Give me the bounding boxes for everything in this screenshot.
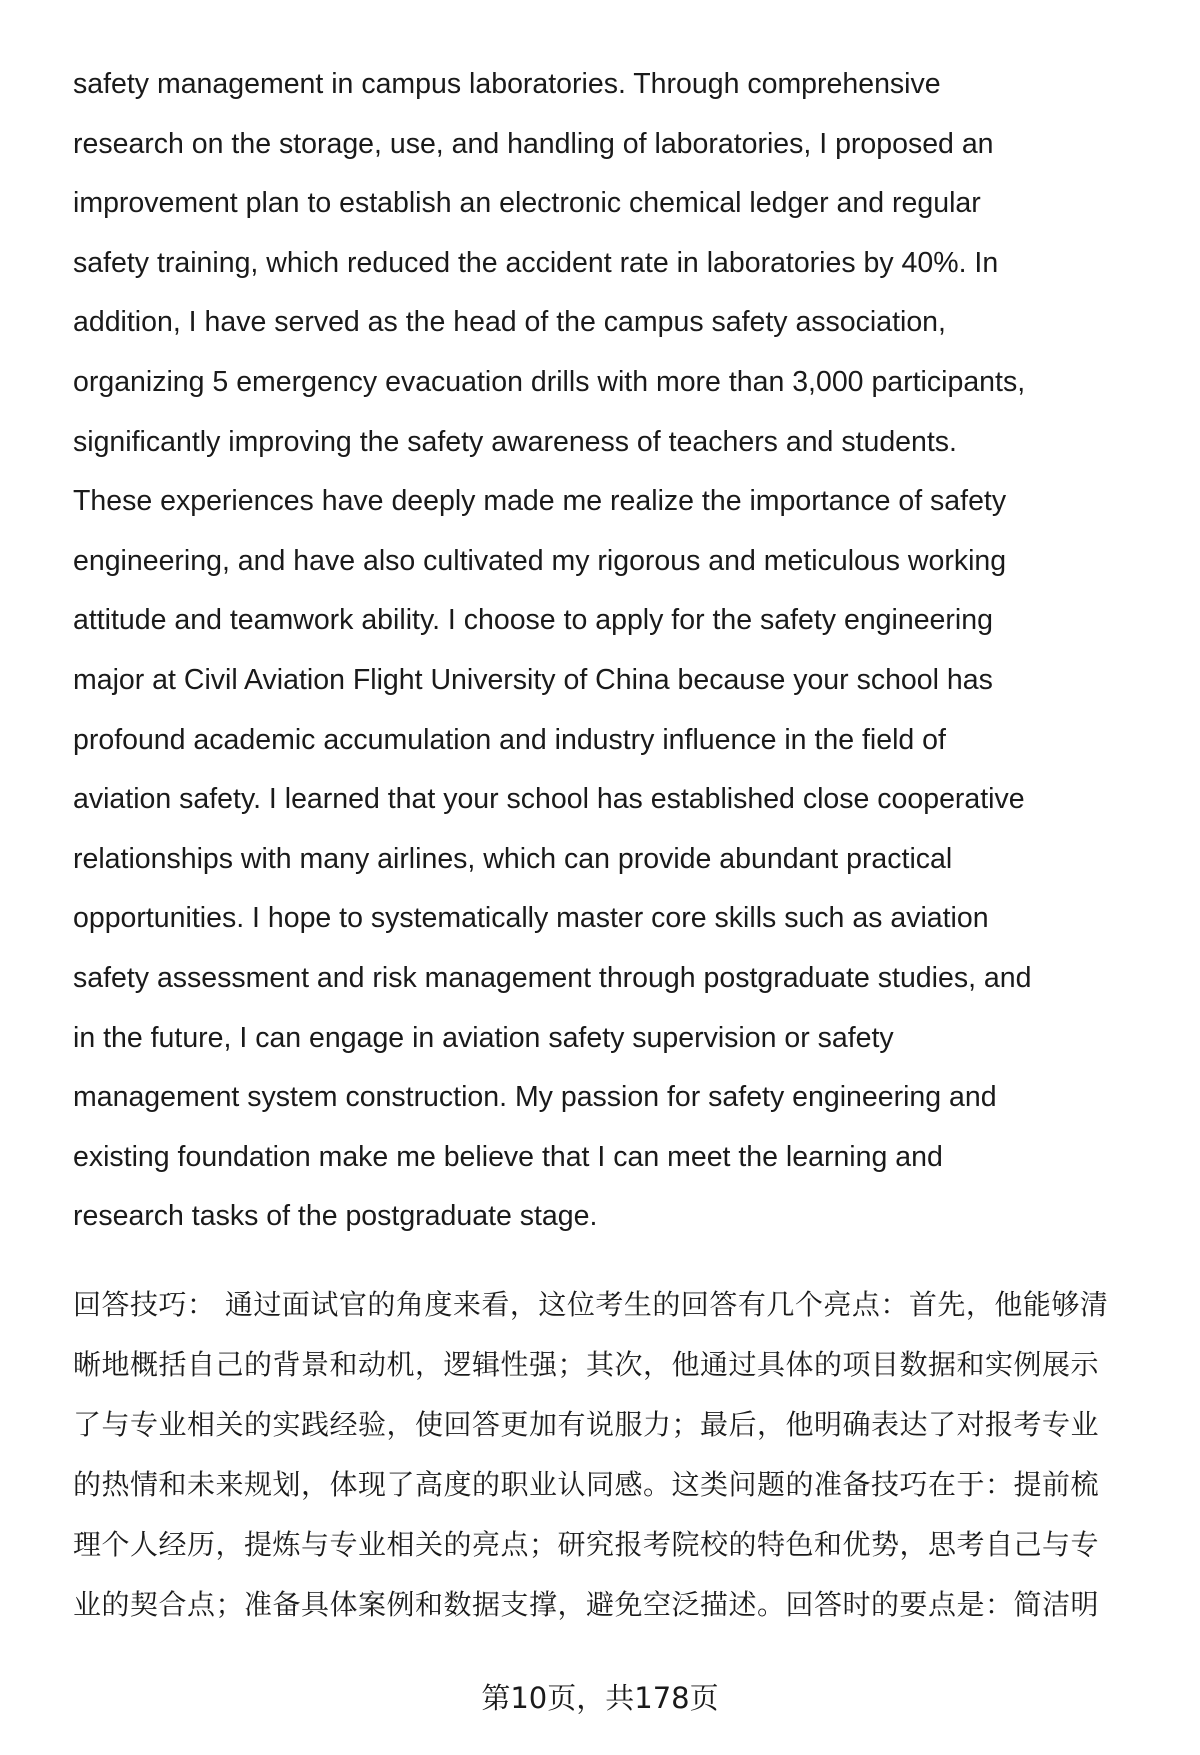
text-line: existing foundation make me believe that I can meet the learning and: [73, 1140, 943, 1173]
text-line: opportunities. I hope to systematically master core skills such as aviation: [73, 902, 989, 935]
text-line: in the future, I can engage in aviation safety supervision or safety: [73, 1021, 894, 1054]
answer-tips-paragraph: [73, 1285, 1108, 1645]
text-line: significantly improving the safety awareness of teachers and students.: [73, 425, 957, 458]
text-line: 理个人经历，提炼与专业相关的亮点；研究报考院校的特色和优势，思考自己与专: [73, 1528, 1100, 1561]
text-line: organizing 5 emergency evacuation drills with more than 3,000 participants,: [73, 365, 1026, 398]
text-line: safety management in campus laboratories. Through comprehensive: [73, 68, 941, 100]
text-line: aviation safety. I learned that your school has established close cooperative: [73, 783, 1025, 816]
text-line: research on the storage, use, and handling of laboratories, I proposed an: [73, 127, 994, 160]
page-number: 第10页，共178页: [481, 1681, 719, 1715]
text-line: 业的契合点；准备具体案例和数据支撑，避免空泛描述。回答时的要点是：简洁明: [73, 1588, 1100, 1621]
text-line: research tasks of the postgraduate stage.: [73, 1200, 598, 1233]
english-answer-paragraph: [73, 64, 1031, 1256]
text-line: profound academic accumulation and industry influence in the field of: [73, 723, 946, 756]
text-line: 回答技巧： 通过面试官的角度来看，这位考生的回答有几个亮点：首先，他能够清: [73, 1288, 1109, 1321]
text-line: safety training, which reduced the accident rate in laboratories by 40%. In: [73, 246, 999, 279]
text-line: major at Civil Aviation Flight University of China because your school has: [73, 663, 993, 696]
text-line: relationships with many airlines, which can provide abundant practical: [73, 842, 953, 875]
text-line: safety assessment and risk management through postgraduate studies, and: [73, 961, 1032, 994]
text-line: improvement plan to establish an electronic chemical ledger and regular: [73, 187, 981, 220]
text-line: attitude and teamwork ability. I choose to apply for the safety engineering: [73, 604, 993, 637]
text-line: engineering, and have also cultivated my rigorous and meticulous working: [73, 544, 1007, 577]
text-line: 的热情和未来规划，体现了高度的职业认同感。这类问题的准备技巧在于：提前梳: [73, 1468, 1100, 1501]
text-line: 晰地概括自己的背景和动机，逻辑性强；其次，他通过具体的项目数据和实例展示: [73, 1348, 1100, 1381]
text-line: management system construction. My passion for safety engineering and: [73, 1081, 997, 1114]
text-line: addition, I have served as the head of the campus safety association,: [73, 306, 946, 339]
text-line: These experiences have deeply made me realize the importance of safety: [73, 485, 1007, 518]
text-line: 了与专业相关的实践经验，使回答更加有说服力；最后，他明确表达了对报考专业: [73, 1408, 1100, 1441]
